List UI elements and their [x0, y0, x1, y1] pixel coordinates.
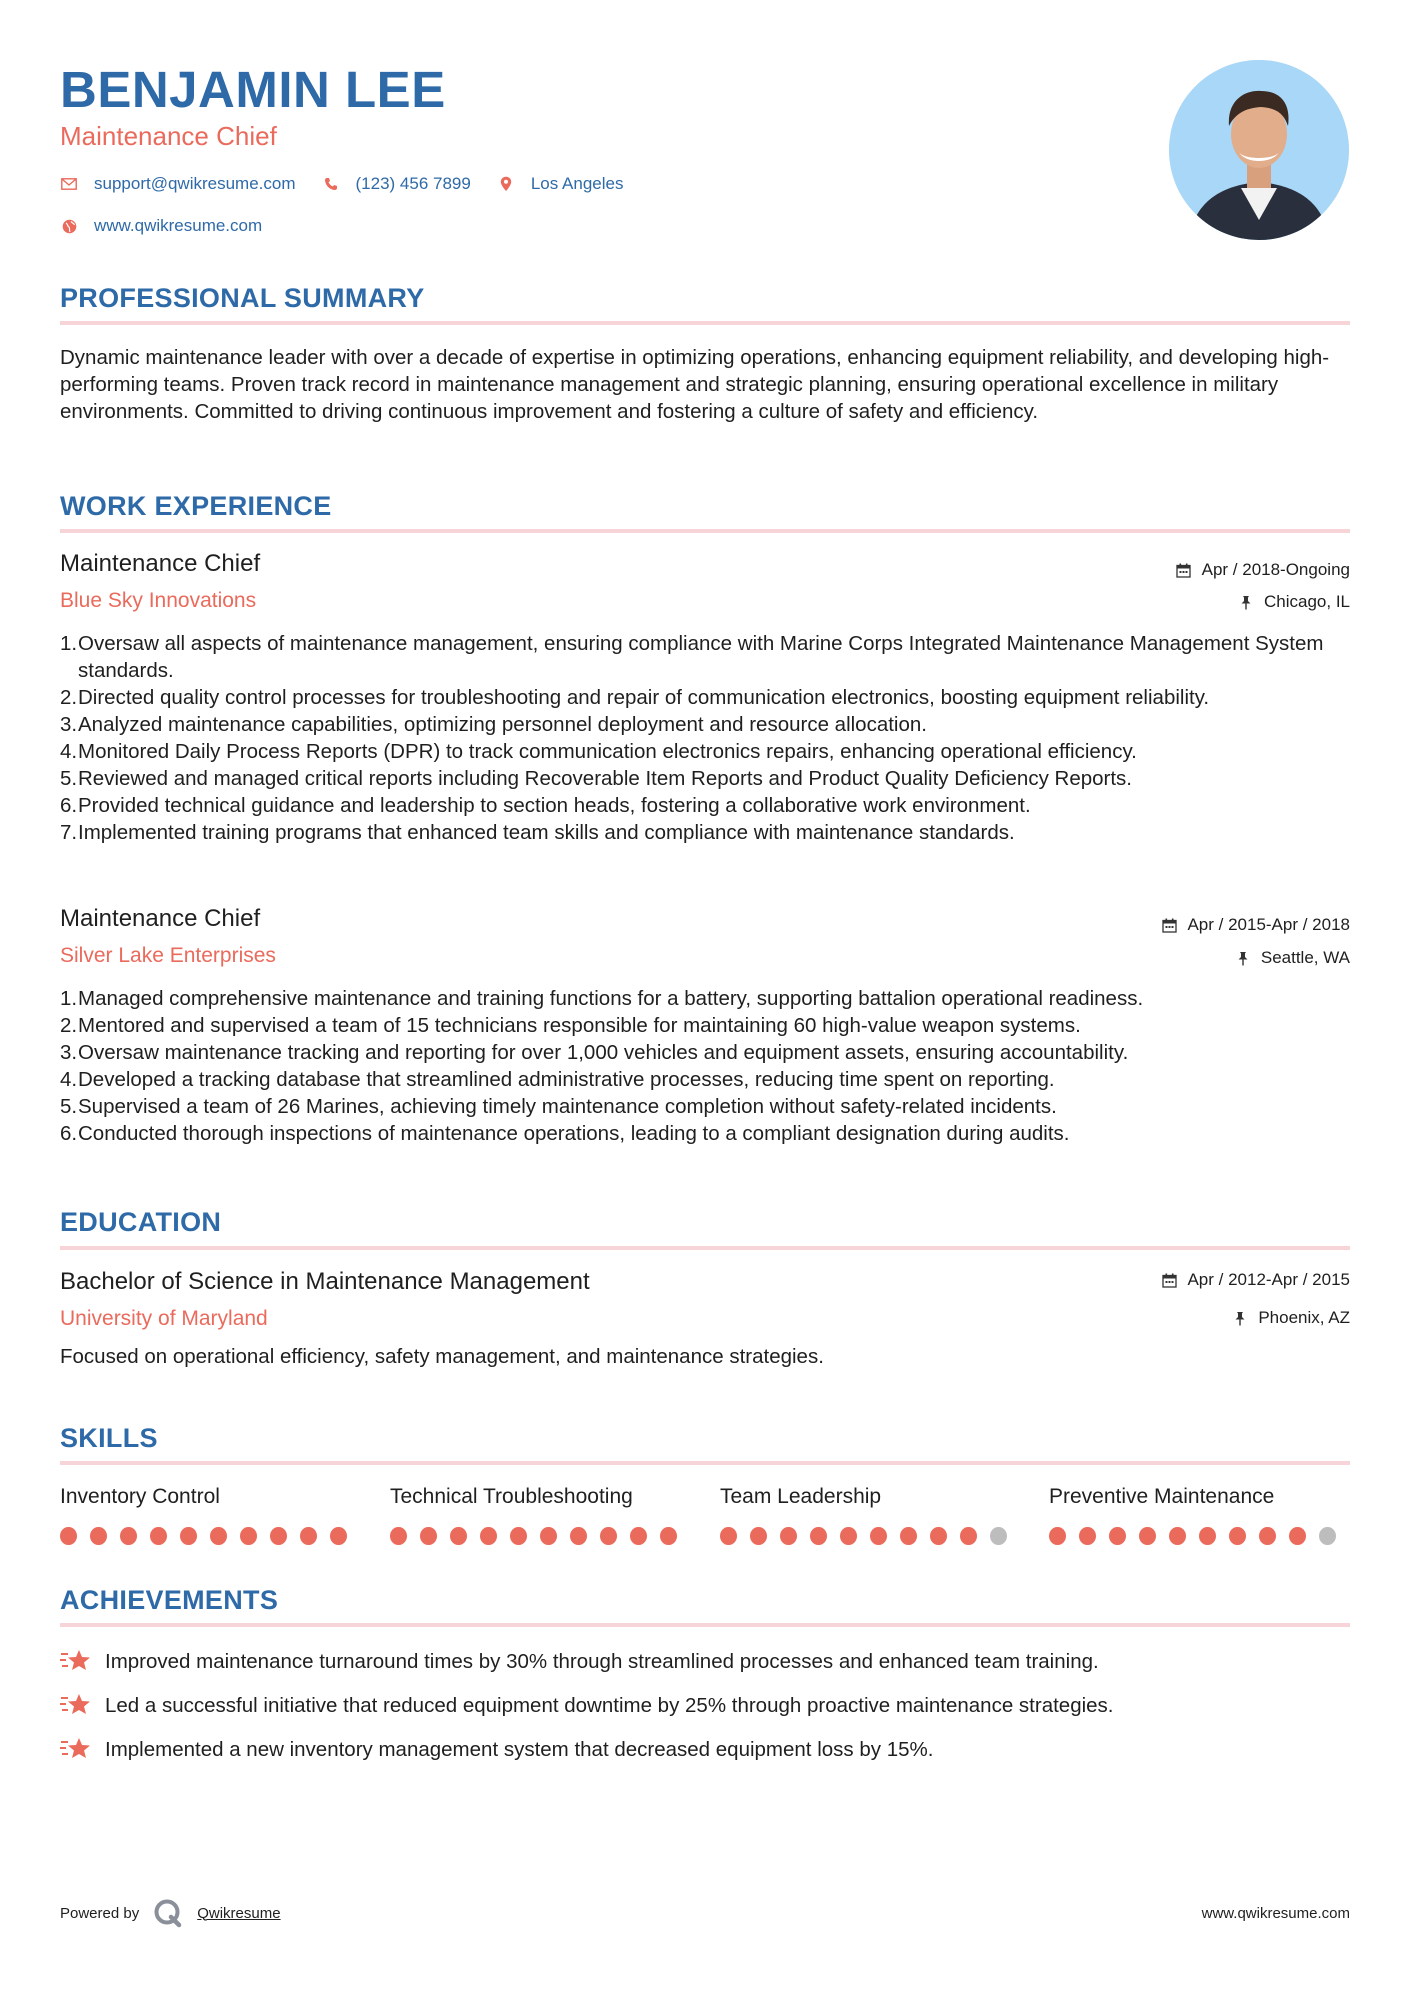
skill-dot-filled: [630, 1527, 647, 1545]
footer-powered-by: [60, 1898, 281, 1928]
skill-inventory-control: [60, 1483, 360, 1545]
job-1-location-text: Chicago, IL: [1264, 592, 1350, 611]
job-1-role: Maintenance Chief: [60, 550, 261, 577]
skill-rating: [1049, 1527, 1349, 1545]
phone-icon: [322, 175, 340, 193]
skill-dot-filled: [1289, 1527, 1306, 1545]
calendar-icon: [1161, 917, 1177, 933]
contact-row-1: [60, 173, 649, 195]
skill-dot-filled: [960, 1527, 977, 1545]
skill-dot-filled: [300, 1527, 317, 1545]
achievements-divider: [60, 1623, 1350, 1627]
skill-dot-filled: [540, 1527, 557, 1545]
skill-team-leadership: [720, 1483, 1020, 1545]
job-2-dates-text: Apr / 2015-Apr / 2018: [1187, 915, 1350, 934]
skill-dot-filled: [570, 1527, 587, 1545]
skill-dot-filled: [1169, 1527, 1186, 1545]
contact-row-2: [60, 215, 288, 237]
email-text: support@qwikresume.com: [94, 174, 296, 193]
skills-heading: SKILLS: [60, 1423, 158, 1453]
envelope-icon: [60, 175, 78, 193]
skill-dot-filled: [480, 1527, 497, 1545]
summary-divider: [60, 321, 1350, 325]
skill-dot-filled: [1079, 1527, 1096, 1545]
job-1-company: Blue Sky Innovations: [60, 589, 257, 612]
list-item: 2. Mentored and supervised a team of 15 technicians responsible for maintaining 60 high-value weapon systems.: [60, 1014, 1081, 1037]
job-1-location: [1238, 591, 1350, 613]
skill-dot-filled: [870, 1527, 887, 1545]
achievement-item: Implemented a new inventory management system that decreased equipment loss by 15%.: [60, 1735, 1350, 1763]
skill-label: Technical Troubleshooting: [390, 1485, 633, 1508]
skill-dot-empty: [1319, 1527, 1336, 1545]
skill-label: Preventive Maintenance: [1049, 1485, 1275, 1508]
skill-dot-filled: [150, 1527, 167, 1545]
skill-dot-filled: [600, 1527, 617, 1545]
skill-dot-filled: [720, 1527, 737, 1545]
list-item: 2. Directed quality control processes for troubleshooting and repair of communication electronics, boosting equipment reliability.: [60, 686, 1210, 709]
education-location-text: Phoenix, AZ: [1258, 1308, 1350, 1327]
skill-dot-filled: [1049, 1527, 1066, 1545]
skill-dot-filled: [60, 1527, 77, 1545]
profile-photo: [1169, 60, 1349, 240]
skill-dot-filled: [450, 1527, 467, 1545]
map-pin-icon: [497, 175, 515, 193]
job-2-role: Maintenance Chief: [60, 905, 261, 932]
job-1-dates-text: Apr / 2018-Ongoing: [1201, 560, 1350, 579]
achievements-heading: ACHIEVEMENTS: [60, 1585, 279, 1615]
skill-dot-filled: [180, 1527, 197, 1545]
job-2-location: [1235, 947, 1350, 969]
qwikresume-logo-icon: [153, 1898, 183, 1928]
skill-dot-filled: [420, 1527, 437, 1545]
skill-technical-troubleshooting: [390, 1483, 690, 1545]
skill-dot-filled: [1229, 1527, 1246, 1545]
skill-preventive-maintenance: [1049, 1483, 1349, 1545]
education-description: Focused on operational efficiency, safety management, and maintenance strategies.: [60, 1345, 824, 1368]
skill-dot-filled: [750, 1527, 767, 1545]
skill-dot-filled: [270, 1527, 287, 1545]
list-item: 4. Developed a tracking database that streamlined administrative processes, reducing time spent on reporting.: [60, 1068, 1055, 1091]
education-location: [1232, 1307, 1350, 1329]
calendar-icon: [1176, 562, 1192, 578]
skill-dot-filled: [210, 1527, 227, 1545]
skill-dot-filled: [900, 1527, 917, 1545]
contact-email[interactable]: [60, 173, 296, 195]
job-2-dates: [1161, 914, 1350, 936]
education-school: University of Maryland: [60, 1307, 268, 1330]
education-dates: [1161, 1269, 1350, 1291]
skill-dot-filled: [660, 1527, 677, 1545]
phone-text: (123) 456 7899: [355, 174, 471, 193]
skill-dot-filled: [1199, 1527, 1216, 1545]
skill-dot-filled: [90, 1527, 107, 1545]
achievement-item: Improved maintenance turnaround times by 30% through streamlined processes and enhanced team training.: [60, 1647, 1350, 1675]
list-item: 3. Oversaw maintenance tracking and reporting for over 1,000 vehicles and equipment assets, ensuring accountability.: [60, 1041, 1129, 1064]
skill-dot-filled: [510, 1527, 527, 1545]
list-item: 4. Monitored Daily Process Reports (DPR) to track communication electronics repairs, enhancing operational efficiency.: [60, 740, 1137, 763]
calendar-icon: [1161, 1272, 1177, 1288]
skill-label: Inventory Control: [60, 1485, 220, 1508]
job-2-location-text: Seattle, WA: [1260, 948, 1350, 967]
skill-dot-filled: [840, 1527, 857, 1545]
skill-rating: [390, 1527, 690, 1545]
job-2-company: Silver Lake Enterprises: [60, 944, 276, 967]
contact-location: [497, 173, 624, 195]
pushpin-icon: [1232, 1310, 1248, 1326]
summary-text: Dynamic maintenance leader with over a decade of expertise in optimizing operations, enhancing equipment reliability, and developing high-performing teams. Proven track record in maintenance management and strategic planning, ensuring operational excellence in military environments. Committed to driving continuous improvement and fostering a culture of safety and efficiency.: [60, 346, 1330, 423]
experience-heading: WORK EXPERIENCE: [60, 491, 332, 521]
skill-dot-filled: [1109, 1527, 1126, 1545]
summary-heading: PROFESSIONAL SUMMARY: [60, 283, 425, 313]
list-item: 5. Reviewed and managed critical reports including Recoverable Item Reports and Product Quality Deficiency Reports.: [60, 767, 1132, 790]
contact-website[interactable]: [60, 215, 262, 237]
list-item: 3. Analyzed maintenance capabilities, optimizing personnel deployment and resource allocation.: [60, 713, 927, 736]
job-1-dates: [1176, 559, 1350, 581]
job-1-bullets: [60, 630, 1350, 846]
candidate-title: Maintenance Chief: [60, 121, 277, 151]
star-burst-icon: [60, 1647, 92, 1675]
star-burst-icon: [60, 1735, 92, 1763]
list-item: 6. Provided technical guidance and leadership to section heads, fostering a collaborative work environment.: [60, 794, 1031, 817]
pushpin-icon: [1238, 594, 1254, 610]
skill-dot-filled: [390, 1527, 407, 1545]
list-item: 5. Supervised a team of 26 Marines, achieving timely maintenance completion without safety-related incidents.: [60, 1095, 1057, 1118]
experience-divider: [60, 529, 1350, 533]
skill-dot-filled: [240, 1527, 257, 1545]
achievement-item: Led a successful initiative that reduced equipment downtime by 25% through proactive maintenance strategies.: [60, 1691, 1350, 1719]
skill-label: Team Leadership: [720, 1485, 882, 1508]
location-text: Los Angeles: [530, 174, 624, 193]
contact-phone[interactable]: [322, 173, 471, 195]
skill-rating: [720, 1527, 1020, 1545]
globe-icon: [60, 217, 78, 235]
list-item: 6. Conducted thorough inspections of maintenance operations, leading to a compliant designation during audits.: [60, 1122, 1070, 1145]
skill-dot-filled: [780, 1527, 797, 1545]
skill-dot-filled: [930, 1527, 947, 1545]
candidate-name: BENJAMIN LEE: [60, 61, 446, 118]
skill-rating: [60, 1527, 360, 1545]
skill-dot-filled: [330, 1527, 347, 1545]
skills-divider: [60, 1461, 1350, 1465]
education-degree: Bachelor of Science in Maintenance Management: [60, 1268, 590, 1295]
list-item: 1. Managed comprehensive maintenance and training functions for a battery, supporting battalion operational readiness.: [60, 987, 1144, 1010]
skill-dot-filled: [120, 1527, 137, 1545]
education-heading: EDUCATION: [60, 1207, 222, 1237]
list-item: 1. Oversaw all aspects of maintenance management, ensuring compliance with Marine Corps Integrated Maintenance Management System standards.: [60, 632, 1324, 682]
footer-brand-link[interactable]: Qwikresume: [197, 1904, 281, 1922]
skill-dot-filled: [1259, 1527, 1276, 1545]
education-divider: [60, 1246, 1350, 1250]
powered-by-text: Powered by: [60, 1904, 140, 1922]
pushpin-icon: [1235, 950, 1251, 966]
job-2-bullets: [60, 985, 1350, 1147]
skill-dot-filled: [810, 1527, 827, 1545]
skill-dot-filled: [1139, 1527, 1156, 1545]
website-text: www.qwikresume.com: [94, 216, 263, 235]
skill-dot-empty: [990, 1527, 1007, 1545]
star-burst-icon: [60, 1691, 92, 1719]
footer-site-link[interactable]: www.qwikresume.com: [1201, 1905, 1350, 1922]
list-item: 7. Implemented training programs that enhanced team skills and compliance with maintenance standards.: [60, 821, 1015, 844]
education-dates-text: Apr / 2012-Apr / 2015: [1187, 1270, 1350, 1289]
